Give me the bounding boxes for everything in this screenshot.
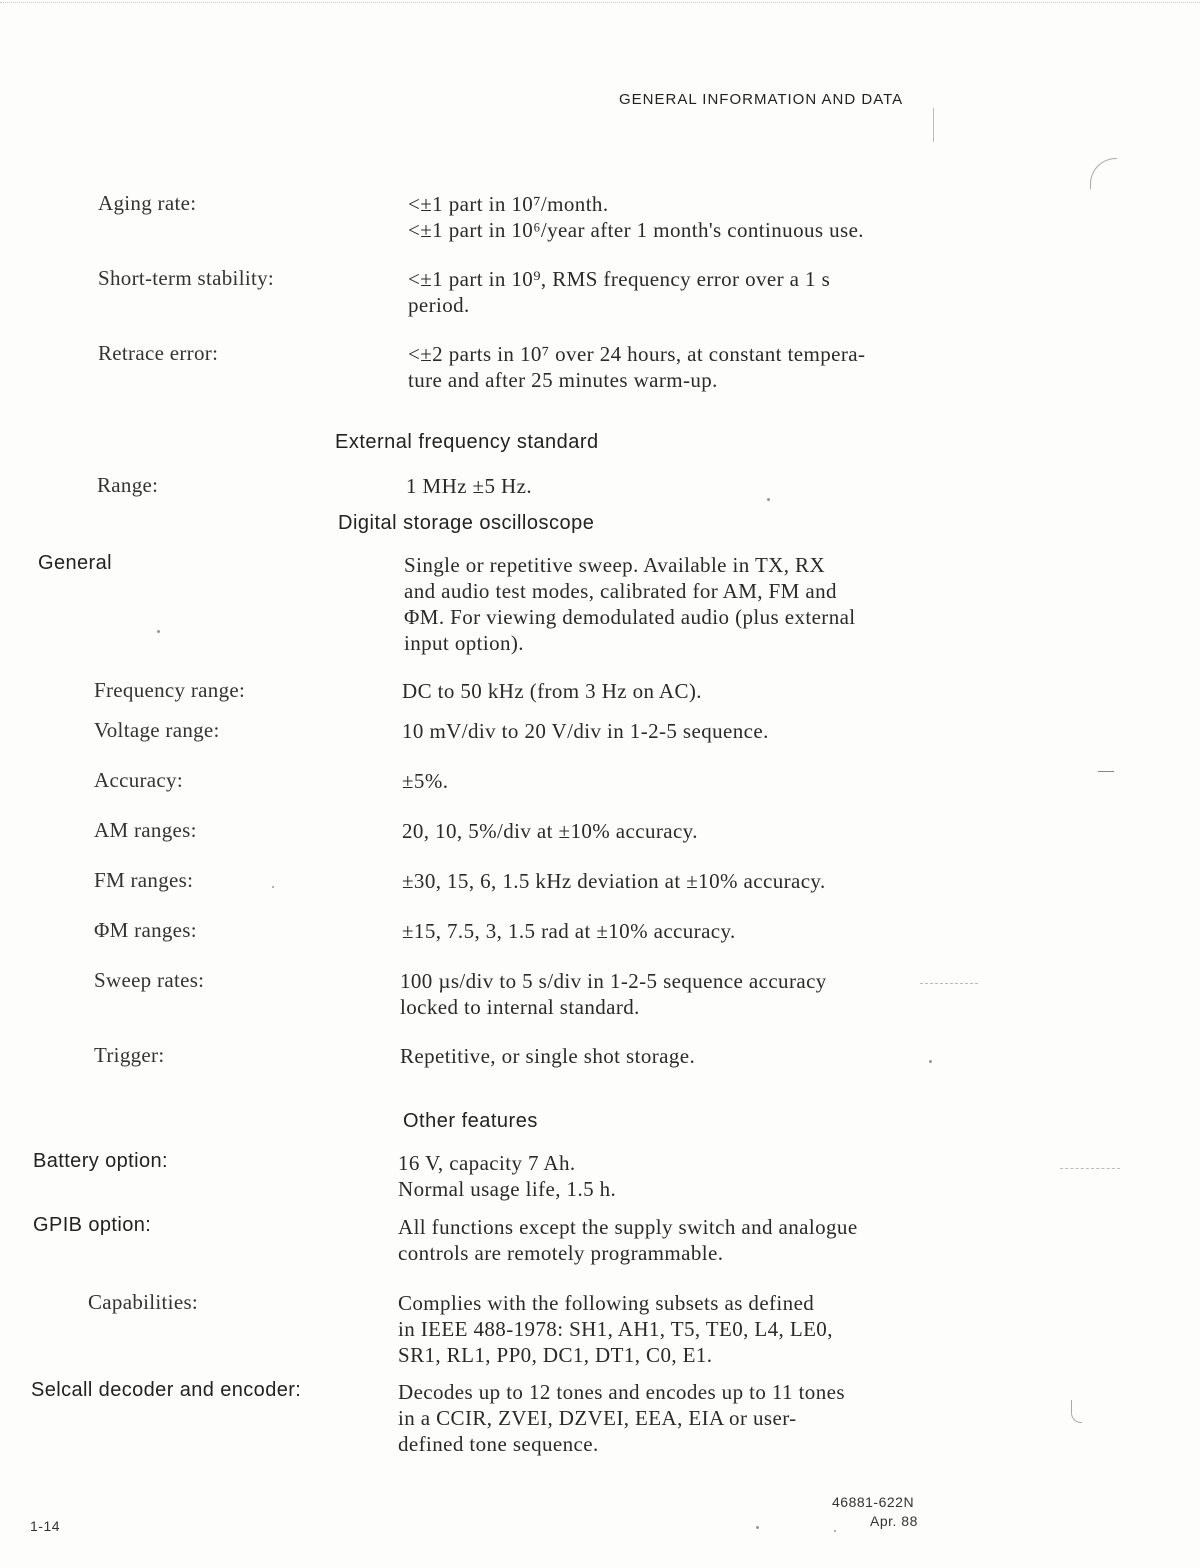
spec-value-line: period. (408, 293, 470, 317)
spec-value-line: <±1 part in 10⁷/month. (408, 192, 609, 216)
spec-value-line: locked to internal standard. (400, 995, 640, 1019)
section-heading-digital-storage-oscilloscope: Digital storage oscilloscope (338, 512, 595, 534)
spec-value-voltage-range: 10 mV/div to 20 V/div in 1-2-5 sequence. (402, 719, 769, 743)
spec-label-accuracy: Accuracy: (94, 768, 183, 792)
spec-value-line: Complies with the following subsets as defined (398, 1291, 815, 1315)
spec-value-line: Normal usage life, 1.5 h. (398, 1177, 617, 1201)
spec-label-phase-modulation-ranges: ΦM ranges: (94, 918, 197, 942)
spec-value-line: Single or repetitive sweep. Available in TX, RX (404, 553, 826, 577)
header-tick-mark (933, 108, 934, 142)
spec-value-line: SR1, RL1, PP0, DC1, DT1, C0, E1. (398, 1343, 713, 1367)
spec-value-accuracy: ±5%. (402, 769, 449, 793)
scan-artifact-dashes (1060, 1168, 1120, 1169)
spec-value-line: <±1 part in 10⁶/year after 1 month's continuous use. (408, 218, 864, 242)
spec-value-line: <±1 part in 10⁹, RMS frequency error over a 1 s (408, 267, 831, 291)
footer-date: Apr. 88 (870, 1513, 918, 1529)
spec-value-line: Decodes up to 12 tones and encodes up to 11 tones (398, 1380, 845, 1404)
scan-speck (272, 886, 274, 888)
spec-value-capabilities (398, 1290, 833, 1368)
scan-edge-dots (0, 2, 1200, 3)
scan-speck (834, 1530, 836, 1532)
spec-value-selcall (398, 1379, 845, 1457)
scan-artifact-dashes (920, 983, 978, 984)
spec-value-line: 16 V, capacity 7 Ah. (398, 1151, 576, 1175)
footer-page-number: 1-14 (30, 1518, 61, 1534)
spec-value-range: 1 MHz ±5 Hz. (406, 474, 532, 498)
spec-label-voltage-range: Voltage range: (94, 718, 220, 742)
spec-label-fm-ranges: FM ranges: (94, 868, 194, 892)
spec-value-short-term-stability (408, 266, 830, 318)
scan-artifact-curve (1071, 1400, 1082, 1423)
spec-value-line: ture and after 25 minutes warm-up. (408, 368, 718, 392)
spec-value-gpib-option (398, 1214, 858, 1266)
section-heading-other-features: Other features (403, 1110, 538, 1132)
spec-value-line: controls are remotely programmable. (398, 1241, 724, 1265)
spec-value-line: ΦM. For viewing demodulated audio (plus external (404, 605, 856, 629)
spec-label-am-ranges: AM ranges: (94, 818, 197, 842)
section-label-gpib-option: GPIB option: (33, 1214, 152, 1236)
spec-value-general (404, 552, 856, 656)
spec-label-capabilities: Capabilities: (88, 1290, 199, 1314)
scan-speck (767, 498, 770, 501)
spec-label-range: Range: (97, 473, 159, 497)
spec-value-battery-option (398, 1150, 616, 1202)
scan-artifact-curve (1090, 158, 1117, 189)
section-label-general: General (38, 552, 112, 574)
spec-value-line: All functions except the supply switch and analogue (398, 1215, 858, 1239)
spec-value-line: 100 µs/div to 5 s/div in 1-2-5 sequence accuracy (400, 969, 827, 993)
spec-value-am-ranges: 20, 10, 5%/div at ±10% accuracy. (402, 819, 698, 843)
spec-label-trigger: Trigger: (94, 1043, 165, 1067)
spec-value-sweep-rates (400, 968, 827, 1020)
scan-artifact-mark (1098, 771, 1114, 772)
spec-value-frequency-range: DC to 50 kHz (from 3 Hz on AC). (402, 679, 702, 703)
spec-value-line: defined tone sequence. (398, 1432, 599, 1456)
spec-value-phase-modulation-ranges: ±15, 7.5, 3, 1.5 rad at ±10% accuracy. (402, 919, 736, 943)
spec-label-aging-rate: Aging rate: (98, 191, 197, 215)
spec-value-retrace-error (408, 341, 865, 393)
spec-label-short-term-stability: Short-term stability: (98, 266, 275, 290)
section-heading-external-frequency-standard: External frequency standard (335, 431, 599, 453)
spec-label-sweep-rates: Sweep rates: (94, 968, 205, 992)
spec-label-frequency-range: Frequency range: (94, 678, 246, 702)
spec-value-line: in a CCIR, ZVEI, DZVEI, EEA, EIA or user- (398, 1406, 797, 1430)
spec-value-trigger: Repetitive, or single shot storage. (400, 1044, 696, 1068)
page-header-title: GENERAL INFORMATION AND DATA (619, 91, 904, 108)
section-label-selcall: Selcall decoder and encoder: (31, 1379, 302, 1401)
scan-speck (929, 1060, 932, 1063)
spec-value-fm-ranges: ±30, 15, 6, 1.5 kHz deviation at ±10% accuracy. (402, 869, 826, 893)
spec-value-line: and audio test modes, calibrated for AM, FM and (404, 579, 837, 603)
spec-label-retrace-error: Retrace error: (98, 341, 219, 365)
footer-document-number: 46881-622N (832, 1494, 915, 1510)
spec-value-line: input option). (404, 631, 524, 655)
spec-value-line: in IEEE 488-1978: SH1, AH1, T5, TE0, L4, LE0, (398, 1317, 833, 1341)
section-label-battery-option: Battery option: (33, 1150, 168, 1172)
spec-value-aging-rate (408, 191, 864, 243)
spec-value-line: <±2 parts in 10⁷ over 24 hours, at constant tempera- (408, 342, 866, 366)
scan-speck (756, 1526, 759, 1529)
scan-speck (157, 630, 160, 633)
